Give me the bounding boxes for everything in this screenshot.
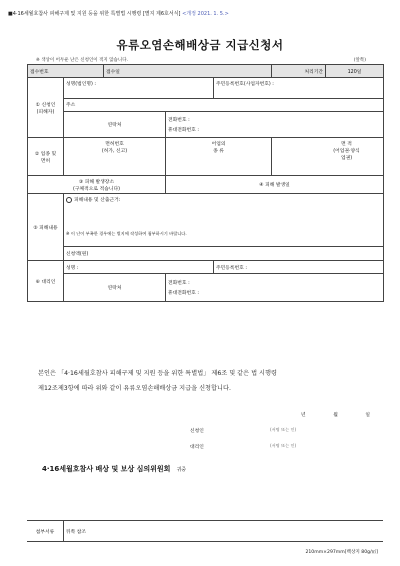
- agent-signature-label: 대리인: [190, 445, 204, 450]
- agent-name-field[interactable]: 성명 :: [64, 261, 214, 274]
- committee-name: 4·16세월호참사 배상 및 보상 심의위원회: [42, 465, 171, 473]
- license-number-label: 면허번호 (허가, 신고): [64, 138, 166, 176]
- form-title: 유류오염손해배상금 지급신청서: [116, 38, 284, 52]
- damage-content-label: 피해내용 및 산출근거:: [74, 198, 121, 203]
- bullet-circle-icon: [66, 197, 72, 203]
- applicant-signature-label: 신청인: [190, 429, 204, 434]
- fishery-type-label: 어업의 종 류: [166, 138, 272, 176]
- form-header: [8, 10, 229, 17]
- form-revision: <개정 2021. 1. 5.>: [182, 11, 229, 17]
- damage-content-field[interactable]: [64, 194, 384, 247]
- applicant-section-label: ① 신청인 (피해자): [28, 78, 64, 138]
- business-section-label: ② 업종 및 면허: [28, 138, 64, 176]
- applicant-mobile-field[interactable]: 휴대전화번호 :: [168, 128, 199, 133]
- receipt-date-cell: [104, 65, 272, 78]
- agent-signature-field[interactable]: (서명 또는 인): [270, 443, 297, 448]
- area-label: 면 적 (어업권·양식 업권): [272, 138, 384, 176]
- receipt-number-label: 접수번호: [30, 69, 49, 75]
- damage-location-field[interactable]: ③ 피해 발생장소 (구체적으로 적습니다): [28, 176, 166, 194]
- page-side: (앞쪽): [353, 58, 366, 63]
- processing-period-value: 120일: [326, 65, 384, 78]
- form-note: ※ 색상이 어두운 난은 신청인이 적지 않습니다.: [36, 58, 129, 63]
- applicant-phone-block[interactable]: [166, 112, 384, 138]
- applicant-phone-field[interactable]: 전화번호 :: [168, 118, 190, 123]
- paper-spec: 210mm×297mm[백상지 80g/㎡]: [305, 550, 378, 555]
- applicant-signature-field[interactable]: (서명 또는 인): [270, 427, 297, 432]
- committee-suffix: 귀중: [176, 467, 187, 473]
- declaration-line-1: 본인은 「4·16세월호참사 피해구제 및 지원 등을 위한 특별법」 제6조 및 같은 법 시행령: [38, 370, 277, 377]
- form-header-text: ■4·16세월호참사 피해구제 및 지원 등을 위한 특별법 시행령 [별지 제6호서식]: [8, 11, 181, 17]
- application-date[interactable]: 년 월 일: [301, 413, 370, 418]
- applicant-reg-no-field[interactable]: 주민등록번호(사업자번호) :: [214, 78, 384, 99]
- damage-content-hint: ※ 이 난이 부족한 경우에는 별지에 작성하여 첨부하시기 바랍니다.: [66, 231, 187, 236]
- requested-amount-field[interactable]: 신청액(원): [64, 247, 384, 261]
- receipt-number-cell: [28, 65, 104, 78]
- agent-phone-block[interactable]: [166, 274, 384, 302]
- processing-period-label: 처리기간: [272, 65, 326, 78]
- applicant-contact-label: 연락처: [64, 112, 166, 138]
- damage-detail-section-label: ⑤ 피해내용: [28, 194, 64, 261]
- attachment-label: 첨부서류: [27, 521, 64, 542]
- agent-section-label: ⑥ 대리인: [28, 261, 64, 302]
- attachment-value: 뒤쪽 참조: [64, 521, 384, 542]
- agent-contact-label: 연락처: [64, 274, 166, 302]
- agent-reg-no-field[interactable]: 주민등록번호 :: [214, 261, 384, 274]
- receipt-date-label: 접수일: [106, 69, 120, 75]
- applicant-name-field[interactable]: 성명(법인명) :: [64, 78, 214, 99]
- applicant-address-field[interactable]: 주소: [64, 99, 384, 112]
- attachment-table: [27, 520, 383, 542]
- agent-mobile-field[interactable]: 휴대전화번호 :: [168, 291, 199, 296]
- declaration-line-2: 제12조제3항에 따라 위와 같이 유류오염손해배상금 지급을 신청합니다.: [38, 385, 231, 392]
- application-table: [27, 64, 384, 302]
- recipient-committee: [42, 464, 186, 474]
- agent-phone-field[interactable]: 전화번호 :: [168, 281, 190, 286]
- damage-date-field[interactable]: ④ 피해 발생일: [166, 176, 384, 194]
